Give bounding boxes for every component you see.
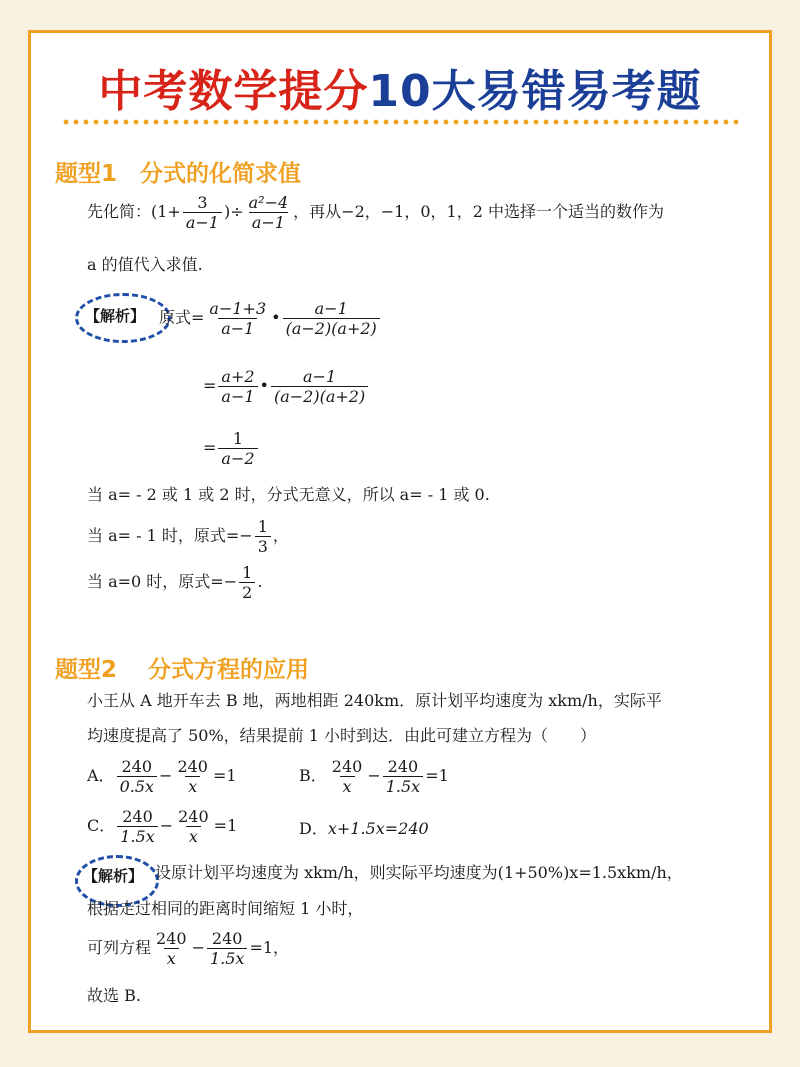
section1-problem-line2: a 的值代入求值. — [87, 255, 203, 274]
title-red-part: 中考数学提分 — [98, 66, 369, 117]
section2-problem-line2: 均速度提高了 50%，结果提前 1 小时到达．由此可建立方程为（ ） — [87, 726, 597, 745]
section2-equation: 可列方程 $\frac{240}{x}$ − $\frac{240}{1.5x}$ =1， — [87, 929, 290, 968]
solution-line-a: 当 a= - 2 或 1 或 2 时，分式无意义，所以 a= - 1 或 0. — [87, 485, 490, 504]
analysis-badge: 【解析】 — [85, 307, 146, 325]
worksheet-card — [28, 30, 772, 1033]
title-rest-part: 大易错易考题 — [431, 66, 702, 117]
option-c: C． $\frac{240}{1.5x}$ − $\frac{240}{x}$ =1 — [87, 807, 238, 846]
solution-step3: = $\frac{1}{a-2}$ — [203, 429, 260, 468]
title-blue-part: 10 — [368, 66, 432, 117]
section2-heading: 题型2 分式方程的应用 — [55, 651, 309, 684]
section1-heading: 题型1 分式的化简求值 — [55, 155, 301, 188]
dotted-divider — [61, 119, 739, 125]
page-title — [31, 55, 769, 119]
option-b: B． $\frac{240}{x}$ − $\frac{240}{1.5x}$ =1 — [299, 757, 449, 796]
solution-line-b: 当 a= - 1 时，原式=− $\frac{1}{3}$ ， — [87, 517, 289, 556]
analysis-badge-2: 【解析】 — [83, 867, 144, 885]
section2-analysis-line1: 设原计划平均速度为 xkm/h，则实际平均速度为(1+50%)x=1.5xkm/h， — [155, 863, 683, 882]
section2-analysis-line2: 根据走过相同的距离时间缩短 1 小时， — [87, 899, 364, 918]
option-a: A． $\frac{240}{0.5x}$ − $\frac{240}{x}$ =1 — [87, 757, 237, 796]
section1-problem: 先化简：(1+ $\frac{3}{a-1}$ )÷ $\frac{\text{a²−4}}{a-1}$ ，再从−2，−1，0，1，2 中选择一个适当的数作为 — [87, 193, 664, 232]
solution-step2: = $\frac{a+2}{a-1}$ • $\frac{a-1}{(a-2)(a+2)}$ — [203, 367, 370, 406]
answer-line: 故选 B. — [87, 986, 141, 1005]
option-d: D．x+1.5x=240 — [299, 819, 429, 838]
section2-problem-line1: 小王从 A 地开车去 B 地，两地相距 240km．原计划平均速度为 xkm/h，实际平 — [87, 691, 662, 710]
solution-line-c: 当 a=0 时，原式=− $\frac{1}{2}$ . — [87, 563, 263, 602]
solution-step1: 原式= $\frac{a-1+3}{a-1}$ • $\frac{a-1}{(a-2)(a+2)}$ — [159, 299, 382, 338]
